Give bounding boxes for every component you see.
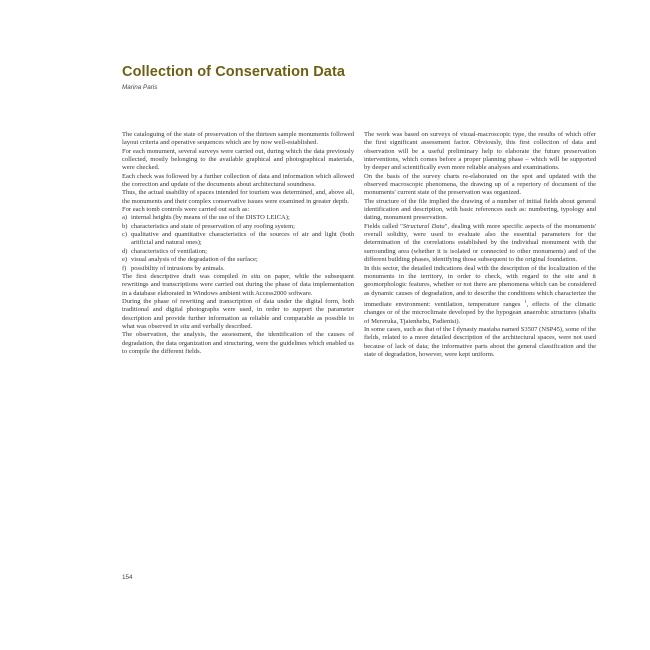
paragraph-text: ", dealing with more specific aspects of the monuments' overall solidity, were used to evaluate also the essential parameters for the determination of the correlations established by the individual monument with the surrounding area (whether it is isolated or connected to other monuments) and of the different building phases, identifying those subsequent to the original foundation. xyxy=(364,222,596,264)
list-item xyxy=(122,231,354,248)
page-number: 154 xyxy=(122,574,133,581)
list-marker: c) xyxy=(122,231,128,239)
paragraph-text: In this sector, the detailed indications deal with the description of the localization of the monuments in the territory, in order to check, with regard to the site and it geomorphologic features, whether or not there are phenomena which can be considered as dynamic causes of degradation, and to describe the conditions which characterize the immediate environment: ventilation, temperature ranges xyxy=(364,264,596,309)
list-marker: e) xyxy=(122,256,128,264)
paragraph xyxy=(364,265,596,327)
right-text-column xyxy=(364,131,596,359)
italic-text: in situ xyxy=(241,272,261,280)
paragraph xyxy=(122,298,354,331)
list-item xyxy=(122,223,354,231)
paragraph: For each tomb controls were carried out such as: xyxy=(122,206,250,214)
controls-list xyxy=(122,214,354,272)
paragraph-text: , effects of the climatic changes or of the microclimate developed by the hypogean anaerobic structures (shafts of Mereruka, Tjaienhebu, Padienisi). xyxy=(364,301,596,325)
paragraph-text: and verbally described. xyxy=(189,322,253,330)
list-item xyxy=(122,248,354,256)
list-item-text: characteristics and state of preservation of any roofing system; xyxy=(131,222,295,230)
paragraph-text: Fields called " xyxy=(364,222,403,230)
list-item-text: internal heights (by means of the use of the DISTO LEICA); xyxy=(131,214,290,222)
paragraph-text: on paper, while the subsequent rewritings and transcriptions were carried out during the phase of data implementation in a database elaborated in Windows ambient with Access2000 software. xyxy=(122,272,354,297)
italic-text: in situ xyxy=(173,322,190,330)
list-marker: b) xyxy=(122,222,128,230)
paragraph: Each check was followed by a further collection of data and information which allowed the correction and update of the documents about architectural soundness. xyxy=(122,172,354,189)
list-item xyxy=(122,214,354,222)
paragraph xyxy=(122,273,354,298)
paragraph: The structure of the file implied the drawing of a number of initial fields about general identification and description, with basic references such as: numbering, typology and dating, monument preservation. xyxy=(364,197,596,222)
paragraph xyxy=(364,223,596,265)
page-title: Collection of Conservation Data xyxy=(122,64,346,80)
paragraph: In some cases, such as that of the I dynasty mastaba named S3507 (NSP45), some of the fields, related to a more detailed description of the architectural spaces, were not used because of lack of data; the informative parts about the general classification and the state of degradation, however, were kept uniform. xyxy=(364,326,596,359)
paragraph: On the basis of the survey charts re-elaborated on the spot and updated with the observed macroscopic phenomena, the drawing up of a repertory of document of the monuments' current state of the preservation was organized. xyxy=(364,172,596,197)
list-marker: d) xyxy=(122,247,128,255)
paragraph: The observation, the analysis, the assessment, the identification of the causes of degradation, the data organization and structuring, were the guidelines which enabled us to compile the different fields. xyxy=(122,331,354,355)
list-item-text: possibility of intrusions by animals. xyxy=(131,264,225,272)
list-item xyxy=(122,256,354,264)
list-item-text: qualitative and quantitative characteristics of the sources of air and light (both artificial and natural ones); xyxy=(131,231,354,247)
italic-text: Structural Data xyxy=(402,222,445,230)
paragraph: The cataloguing of the state of preservation of the thirteen sample monuments followed layout criteria and operative sequences which are by now well-established. xyxy=(122,131,354,147)
list-item-text: visual analysis of the degradation of the surface; xyxy=(131,256,258,264)
paragraph-text: The first descriptive draft was compiled xyxy=(122,272,242,280)
paragraph: The work was based on surveys of visual-macroscopic type, the results of which offer the first significant assessment factor. Obviously, this first collection of data and observation will be a useful preliminary help to elaborate the future preservation interventions, which comes before a proper planning phase – which will be supported by deeper and scientifically even more reliable analyses and examinations. xyxy=(364,131,596,172)
list-marker: a) xyxy=(122,214,128,222)
footnote-reference: 1 xyxy=(524,298,527,304)
paragraph: For each monument, several surveys were carried out, during which the data previously collected, mostly belonging to the available graphical and photographical materials, were checked. xyxy=(122,147,354,172)
author-name: Marina Paris xyxy=(122,84,158,91)
paragraph-text: During the phase of rewriting and transcription of data under the digital form, both traditional and digital photographs were used, in order to support the parameter description and provide further information as reliable and comparable as possible to what was observed xyxy=(122,297,354,330)
paragraph: Thus, the actual usability of spaces intended for tourism was determined, and, above all, the monuments and their complex conservative issues were examined in greater depth. xyxy=(122,189,354,205)
list-item-text: characteristics of ventilation; xyxy=(131,247,207,255)
list-item xyxy=(122,265,354,273)
left-text-column xyxy=(122,131,354,356)
list-marker: f) xyxy=(122,264,127,272)
